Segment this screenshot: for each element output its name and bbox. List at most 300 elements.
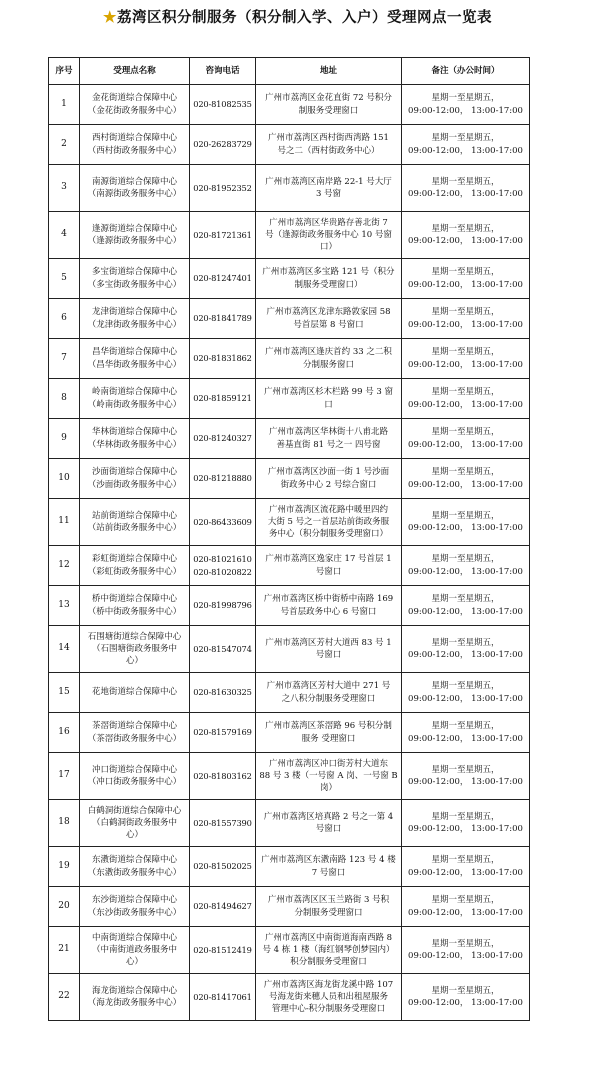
cell-note-line: 星期一至星期五， (431, 223, 500, 234)
cell-name-line: （岭南街政务服务中心） (87, 399, 182, 410)
cell-address-line: 号之二（西村街政务中心） (277, 145, 380, 156)
cell-name-line: 东漖街道综合保障中心 (91, 855, 177, 866)
cell-note (402, 499, 530, 546)
cell-note (402, 546, 530, 586)
cell-name (80, 713, 190, 753)
cell-phone (190, 927, 256, 974)
cell-phone (190, 887, 256, 927)
cell-address-line: 广州市荔湾区东漖南路 123 号 4 楼 (261, 855, 396, 866)
cell-address-line: 善基直街 81 号之一 四号窗 (276, 439, 381, 450)
cell-note (402, 887, 530, 927)
cell-note-line: 星期一至星期五， (431, 307, 500, 318)
page-title-text: 荔湾区积分制服务（积分制入学、入户）受理网点一览表 (116, 9, 492, 26)
cell-note-line: 09:00-12:00， 13:00-17:00 (408, 145, 523, 156)
cell-index: 11 (49, 499, 80, 546)
cell-name-line: （桥中街政务服务中心） (87, 606, 182, 617)
cell-phone (190, 546, 256, 586)
table-row (49, 499, 530, 546)
cell-note-line: 星期一至星期五， (431, 554, 500, 565)
cell-note-line: 09:00-12:00， 13:00-17:00 (408, 650, 523, 660)
cell-name (80, 339, 190, 379)
cell-address (256, 713, 402, 753)
cell-note-line: 09:00-12:00， 13:00-17:00 (408, 359, 523, 370)
cell-phone-line: 020-81512419 (193, 944, 252, 955)
cell-name-line: 白鹤洞街道综合保障中心 (87, 805, 182, 816)
cell-note (402, 419, 530, 459)
cell-address-line: 号海龙街来穗人员和出租屋服务 (268, 991, 388, 1002)
cell-note (402, 85, 530, 125)
cell-note-line: 09:00-12:00， 13:00-17:00 (408, 105, 523, 116)
star-icon: ★ (103, 8, 117, 26)
cell-note-line: 星期一至星期五， (431, 764, 500, 775)
cell-name-line: 岭南街道综合保障中心 (91, 387, 177, 398)
cell-note-line: 星期一至星期五， (431, 594, 500, 605)
cell-name (80, 546, 190, 586)
cell-note-line: 09:00-12:00， 13:00-17:00 (408, 319, 523, 330)
cell-phone-line: 020-81547074 (193, 643, 252, 654)
cell-name-line: 花地街道综合保障中心 (91, 687, 177, 698)
cell-address-line: 广州市荔湾区杉木栏路 99 号 3 窗 (263, 387, 394, 398)
cell-address-line: 7 号窗口 (311, 867, 346, 878)
cell-address-line: 口 (324, 399, 333, 410)
cell-name (80, 125, 190, 165)
cell-address (256, 339, 402, 379)
cell-address (256, 974, 402, 1021)
cell-address (256, 586, 402, 626)
cell-note-line: 09:00-12:00， 13:00-17:00 (408, 399, 523, 410)
cell-note (402, 212, 530, 259)
cell-address (256, 299, 402, 339)
table-row (49, 586, 530, 626)
cell-index: 20 (49, 887, 80, 927)
cell-phone (190, 299, 256, 339)
cell-name-line: （西村街政务服务中心） (87, 145, 182, 156)
cell-note-line: 星期一至星期五， (431, 510, 500, 521)
cell-name (80, 299, 190, 339)
cell-index: 6 (49, 299, 80, 339)
cell-phone-line: 020-81218880 (193, 473, 252, 484)
cell-note (402, 165, 530, 212)
cell-name (80, 753, 190, 800)
cell-note-line: 星期一至星期五， (431, 721, 500, 732)
cell-address-line: 号窗口 (315, 824, 342, 834)
cell-phone-line: 020-81721361 (193, 229, 252, 240)
cell-address-line: 广州市荔湾区流花路中暖里四约 (268, 504, 388, 515)
table-row (49, 713, 530, 753)
cell-address-line: 88 号 3 楼（一号窗 A 岗、一号窗 B (259, 770, 398, 781)
cell-phone (190, 713, 256, 753)
cell-note-line: 09:00-12:00， 13:00-17:00 (408, 523, 523, 533)
cell-name-line: （茶滘街政务服务中心） (87, 733, 182, 744)
cell-phone-line: 020-81831862 (193, 353, 252, 364)
cell-index: 9 (49, 419, 80, 459)
cell-address-line: 广州市荔湾区华贵路存善北街 7 (269, 217, 388, 228)
cell-index: 4 (49, 212, 80, 259)
cell-index: 1 (49, 85, 80, 125)
cell-phone (190, 753, 256, 800)
cell-note-line: 星期一至星期五， (431, 811, 500, 822)
cell-address (256, 927, 402, 974)
cell-name-line: （中南街道政务服务中 (91, 944, 177, 955)
cell-address-line: 广州市荔湾区芳村大道西 83 号 1 (265, 637, 392, 648)
table-row (49, 125, 530, 165)
cell-name-line: （沙面街政务服务中心） (87, 479, 182, 490)
cell-note (402, 713, 530, 753)
cell-address-line: 广州市荔湾区多宝路 121 号（积分 (262, 267, 395, 278)
cell-address-line: 广州市荔湾区桥中街桥中南路 169 (263, 594, 394, 605)
cell-note (402, 673, 530, 713)
cell-address-line: 号窗口 (315, 566, 342, 577)
cell-address (256, 546, 402, 586)
cell-address-line: 街政务中心 2 号综合窗口 (280, 479, 377, 490)
table-row (49, 459, 530, 499)
cell-address-line: 制服务受理窗口 (298, 105, 359, 116)
cell-name-line: （金花街政务服务中心） (87, 105, 182, 116)
cell-address-line: 制服务受理窗口） (294, 279, 363, 290)
cell-name-line: 冲口街道综合保障中心 (91, 764, 177, 775)
cell-address-line: 务中心（积分制服务受理窗口） (268, 529, 388, 540)
cell-note (402, 459, 530, 499)
cell-note-line: 09:00-12:00， 13:00-17:00 (408, 951, 523, 961)
cell-address (256, 753, 402, 800)
cell-address-line: 大街 5 号之一首层站前街政务服 (267, 516, 390, 527)
cell-address-line: 服务 受理窗口 (301, 733, 356, 744)
cell-address (256, 259, 402, 299)
cell-note (402, 259, 530, 299)
table-row (49, 85, 530, 125)
cell-phone (190, 339, 256, 379)
cell-name (80, 459, 190, 499)
cell-phone-line: 020-81952352 (193, 182, 252, 193)
cell-phone-line: 020-81841789 (193, 313, 252, 324)
cell-phone (190, 212, 256, 259)
cell-phone-line: 020-81803162 (193, 770, 252, 781)
cell-note (402, 753, 530, 800)
col-header-name: 受理点名称 (80, 58, 190, 85)
cell-phone-line: 020-81579169 (193, 727, 252, 738)
cell-phone-line: 020-81247401 (193, 273, 252, 284)
cell-name-line: 心） (125, 957, 143, 968)
cell-address (256, 165, 402, 212)
table-row (49, 927, 530, 974)
cell-name (80, 499, 190, 546)
cell-address (256, 212, 402, 259)
cell-note (402, 125, 530, 165)
cell-address-line: 广州市荔湾区逢庆首约 33 之二积 (265, 347, 392, 358)
cell-index: 19 (49, 847, 80, 887)
cell-note-line: 星期一至星期五， (431, 855, 500, 866)
cell-note-line: 09:00-12:00， 13:00-17:00 (408, 824, 523, 834)
table-row (49, 212, 530, 259)
cell-phone-line: 020-81417061 (193, 991, 252, 1002)
cell-name (80, 800, 190, 847)
cell-note-line: 09:00-12:00， 13:00-17:00 (408, 236, 523, 246)
cell-phone (190, 626, 256, 673)
cell-note (402, 974, 530, 1021)
table-row (49, 419, 530, 459)
cell-note (402, 626, 530, 673)
cell-phone (190, 974, 256, 1021)
cell-name-line: （白鹤洞街政务服务中 (91, 817, 177, 828)
cell-index: 22 (49, 974, 80, 1021)
cell-name-line: （石围塘街政务服务中 (91, 643, 177, 654)
cell-name-line: 龙津街道综合保障中心 (91, 307, 177, 318)
table-row (49, 626, 530, 673)
col-header-phone: 咨询电话 (190, 58, 256, 85)
cell-name-line: 心） (125, 830, 143, 841)
cell-address-line: 号首层政务中心 6 号窗口 (280, 606, 377, 617)
cell-address-line: 广州市荔湾区华林街十八甫北路 (268, 427, 388, 438)
cell-address (256, 800, 402, 847)
cell-name-line: 茶滘街道综合保障中心 (91, 721, 177, 732)
cell-note (402, 927, 530, 974)
cell-note-line: 09:00-12:00， 13:00-17:00 (408, 479, 523, 490)
cell-index: 7 (49, 339, 80, 379)
cell-phone (190, 165, 256, 212)
cell-name (80, 927, 190, 974)
cell-address-line: 口） (319, 242, 337, 253)
cell-address (256, 459, 402, 499)
cell-name-line: （昌华街政务服务中心） (87, 359, 182, 370)
cell-address (256, 419, 402, 459)
cell-address (256, 887, 402, 927)
cell-index: 2 (49, 125, 80, 165)
cell-index: 5 (49, 259, 80, 299)
table-row (49, 546, 530, 586)
cell-note-line: 09:00-12:00， 13:00-17:00 (408, 777, 523, 787)
cell-address (256, 125, 402, 165)
cell-name-line: （东漖街政务服务中心） (87, 867, 182, 878)
cell-phone-line: 020-81021610 (193, 554, 252, 565)
cell-note-line: 星期一至星期五， (431, 938, 500, 949)
cell-address-line: 广州市荔湾区南岸路 22-1 号大厅 (265, 176, 392, 187)
cell-address-line: 3 号窗 (315, 189, 342, 199)
cell-name-line: （多宝街政务服务中心） (87, 279, 182, 290)
table-row (49, 379, 530, 419)
cell-phone-line: 020-81630325 (193, 687, 252, 698)
cell-note (402, 847, 530, 887)
cell-index: 17 (49, 753, 80, 800)
cell-address-line: 分制服务受理窗口 (294, 907, 363, 918)
cell-note-line: 09:00-12:00， 13:00-17:00 (408, 733, 523, 744)
cell-address-line: 广州市荔湾区区玉兰路街 3 号积 (267, 895, 390, 906)
cell-name (80, 419, 190, 459)
cell-address-line: 广州市荔湾区冲口街芳村大道东 (268, 758, 388, 769)
cell-note-line: 09:00-12:00， 13:00-17:00 (408, 693, 523, 704)
cell-address-line: 管理中心-积分制服务受理窗口 (271, 1004, 386, 1015)
cell-name-line: 沙面街道综合保障中心 (91, 467, 177, 478)
cell-note-line: 星期一至星期五， (431, 347, 500, 358)
cell-name-line: （站前街政务服务中心） (87, 523, 182, 533)
cell-name-line: 西村街道综合保障中心 (91, 133, 177, 144)
cell-note-line: 星期一至星期五， (431, 637, 500, 648)
service-points-table (48, 57, 530, 1021)
table-row (49, 800, 530, 847)
cell-name-line: 多宝街道综合保障中心 (91, 267, 177, 278)
cell-name-line: （东沙街政务服务中心） (87, 907, 182, 918)
cell-note-line: 09:00-12:00， 13:00-17:00 (408, 566, 523, 577)
cell-note-line: 09:00-12:00， 13:00-17:00 (408, 998, 523, 1008)
cell-name-line: （逢源街政务服务中心） (87, 236, 182, 246)
cell-phone-line: 020-81998796 (193, 600, 252, 611)
cell-address (256, 847, 402, 887)
cell-note-line: 09:00-12:00， 13:00-17:00 (408, 606, 523, 617)
cell-note-line: 星期一至星期五， (431, 93, 500, 104)
cell-address-line: 积分制服务受理窗口 (290, 957, 367, 968)
col-header-index: 序号 (49, 58, 80, 85)
cell-address-line: 之八积分制服务受理窗口 (281, 693, 376, 704)
cell-name (80, 974, 190, 1021)
cell-name-line: 站前街道综合保障中心 (91, 510, 177, 521)
cell-name-line: （冲口街政务服务中心） (87, 777, 182, 787)
cell-address-line: 广州市荔湾区茶滘路 96 号积分制 (265, 721, 392, 732)
cell-phone (190, 499, 256, 546)
cell-address-line: 广州市荔湾区逸家庄 17 号首层 1 (265, 554, 392, 565)
cell-address-line: 广州市荔湾区芳村大道中 271 号 (266, 681, 391, 692)
cell-name-line: 海龙街道综合保障中心 (91, 985, 177, 996)
cell-note (402, 299, 530, 339)
cell-phone-line: 020-81082535 (193, 99, 252, 110)
cell-index: 16 (49, 713, 80, 753)
cell-address (256, 673, 402, 713)
cell-note-line: 星期一至星期五， (431, 467, 500, 478)
cell-name-line: （华林街政务服务中心） (87, 439, 182, 450)
cell-name-line: 华林街道综合保障中心 (91, 427, 177, 438)
cell-index: 18 (49, 800, 80, 847)
cell-note-line: 09:00-12:00， 13:00-17:00 (408, 279, 523, 290)
cell-address-line: 广州市荔湾区沙面一街 1 号沙面 (267, 467, 390, 478)
table-row (49, 673, 530, 713)
cell-note-line: 星期一至星期五， (431, 427, 500, 438)
cell-note (402, 800, 530, 847)
cell-name (80, 673, 190, 713)
cell-note-line: 09:00-12:00， 13:00-17:00 (408, 189, 523, 199)
cell-phone (190, 85, 256, 125)
cell-phone (190, 847, 256, 887)
cell-phone-line: 020-86433609 (193, 516, 252, 527)
cell-name (80, 212, 190, 259)
cell-name-line: （海龙街政务服务中心） (87, 998, 182, 1008)
cell-name-line: 昌华街道综合保障中心 (91, 347, 177, 358)
cell-name (80, 887, 190, 927)
cell-name (80, 85, 190, 125)
cell-name-line: 桥中街道综合保障中心 (91, 594, 177, 605)
cell-note-line: 09:00-12:00， 13:00-17:00 (408, 907, 523, 918)
table-row (49, 259, 530, 299)
cell-name-line: 逢源街道综合保障中心 (91, 223, 177, 234)
cell-name (80, 259, 190, 299)
cell-phone (190, 459, 256, 499)
table-header-row (49, 58, 530, 85)
cell-phone (190, 586, 256, 626)
cell-phone-line: 020-81859121 (193, 393, 252, 404)
col-header-address: 地址 (256, 58, 402, 85)
cell-note (402, 379, 530, 419)
cell-address-line: 广州市荔湾区龙津东路敦家园 58 (266, 307, 391, 318)
cell-name-line: 彩虹街道综合保障中心 (91, 554, 177, 565)
cell-address-line: 号窗口 (315, 650, 342, 660)
cell-address-line: 号 4 栋 1 楼（海红钢琴创梦园内） (262, 944, 395, 955)
cell-index: 8 (49, 379, 80, 419)
cell-phone (190, 379, 256, 419)
cell-name-line: （南源街政务服务中心） (87, 189, 182, 199)
table-row (49, 165, 530, 212)
cell-name (80, 379, 190, 419)
cell-address (256, 85, 402, 125)
page-title (0, 6, 595, 27)
table-body (49, 85, 530, 1021)
cell-phone-line: 020-81020822 (193, 566, 252, 577)
cell-note-line: 09:00-12:00， 13:00-17:00 (408, 439, 523, 450)
cell-name-line: 金花街道综合保障中心 (91, 93, 177, 104)
cell-name (80, 586, 190, 626)
cell-address (256, 626, 402, 673)
cell-note-line: 09:00-12:00， 13:00-17:00 (408, 867, 523, 878)
cell-address-line: 分制服务窗口 (302, 359, 354, 370)
cell-address-line: 广州市荔湾区中南街道海南西路 8 (264, 932, 393, 943)
cell-index: 21 (49, 927, 80, 974)
cell-phone (190, 419, 256, 459)
cell-name (80, 847, 190, 887)
cell-phone (190, 673, 256, 713)
cell-phone (190, 259, 256, 299)
cell-address-line: 广州市荔湾区金花直街 72 号积分 (265, 93, 392, 104)
cell-phone-line: 020-81240327 (193, 433, 252, 444)
cell-index: 12 (49, 546, 80, 586)
cell-phone-line: 020-81557390 (193, 817, 252, 828)
table-row (49, 753, 530, 800)
cell-note-line: 星期一至星期五， (431, 985, 500, 996)
cell-note-line: 星期一至星期五， (431, 133, 500, 144)
cell-phone (190, 800, 256, 847)
table-row (49, 299, 530, 339)
cell-address-line: 号首层第 8 号窗口 (293, 319, 364, 330)
cell-name-line: 东沙街道综合保障中心 (91, 895, 177, 906)
cell-name-line: （龙津街政务服务中心） (87, 319, 182, 330)
cell-index: 14 (49, 626, 80, 673)
cell-address-line: 岗） (319, 783, 337, 794)
cell-name-line: 心） (125, 656, 143, 667)
cell-address-line: 广州市荔湾区培真路 2 号之一第 4 (263, 811, 394, 822)
cell-note (402, 586, 530, 626)
cell-index: 3 (49, 165, 80, 212)
cell-index: 10 (49, 459, 80, 499)
cell-note (402, 339, 530, 379)
cell-index: 15 (49, 673, 80, 713)
cell-name (80, 165, 190, 212)
table-row (49, 974, 530, 1021)
cell-name-line: 南源街道综合保障中心 (91, 176, 177, 187)
cell-address (256, 499, 402, 546)
table-row (49, 847, 530, 887)
table-row (49, 887, 530, 927)
cell-note-line: 星期一至星期五， (431, 267, 500, 278)
cell-phone-line: 020-81502025 (193, 861, 252, 872)
cell-address-line: 广州市荔湾区海龙街龙溪中路 107 (263, 979, 394, 990)
cell-index: 13 (49, 586, 80, 626)
cell-phone-line: 020-81494627 (193, 901, 252, 912)
cell-address-line: 号（逢源街政务服务中心 10 号窗 (265, 229, 392, 240)
col-header-note: 备注（办公时间） (402, 58, 530, 85)
cell-name-line: 中南街道综合保障中心 (91, 932, 177, 943)
cell-phone (190, 125, 256, 165)
cell-name (80, 626, 190, 673)
cell-note-line: 星期一至星期五， (431, 895, 500, 906)
cell-note-line: 星期一至星期五， (431, 176, 500, 187)
cell-note-line: 星期一至星期五， (431, 387, 500, 398)
table-row (49, 339, 530, 379)
cell-phone-line: 020-26283729 (193, 139, 252, 150)
